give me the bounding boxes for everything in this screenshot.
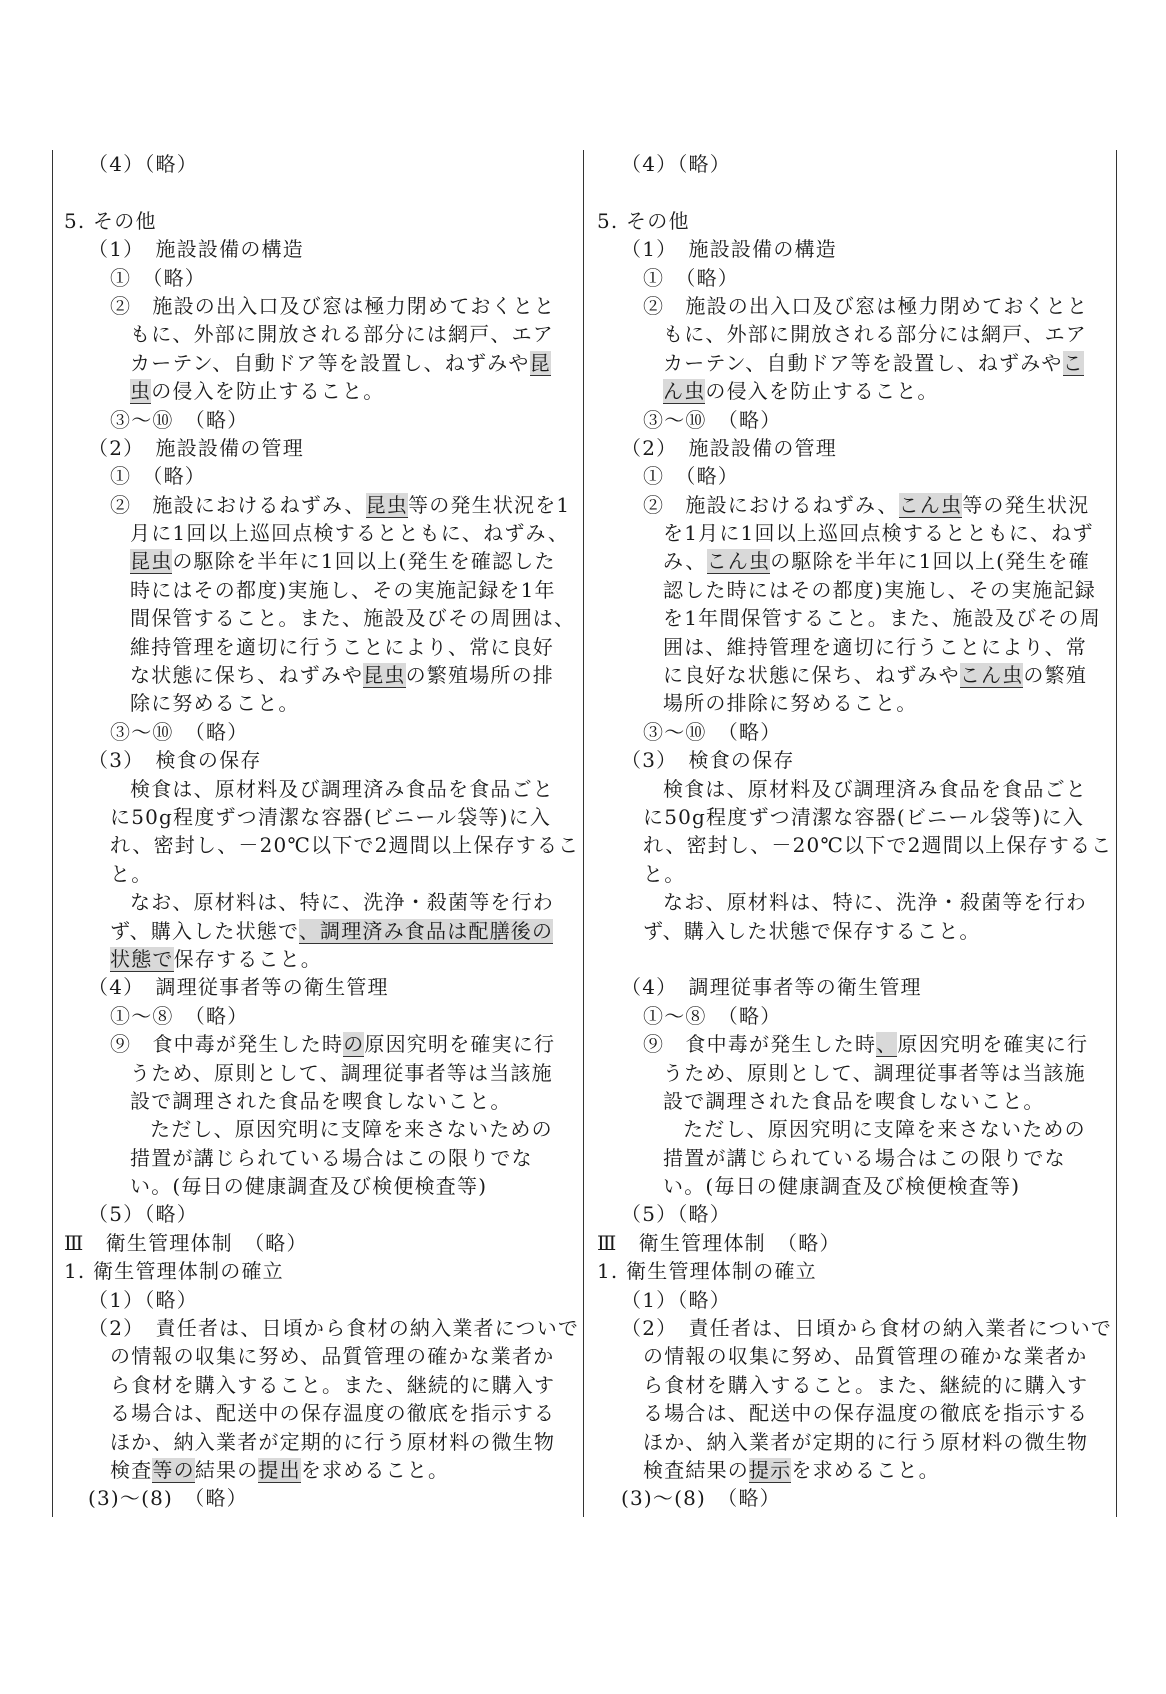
changed-text-highlight: 等の (152, 1457, 195, 1482)
text-segment: 原因究明を確実に行 (897, 1032, 1089, 1057)
text-segment: （5）（略） (88, 1202, 198, 1227)
changed-text-highlight: ん虫 (663, 379, 706, 404)
text-segment: の駆除を半年に1回以上(発生を確 (770, 549, 1090, 574)
changed-text-highlight: 虫 (130, 379, 152, 404)
text-segment: ら食材を購入すること。また、継続的に購入す (110, 1372, 556, 1397)
text-segment: に50g程度ずつ清潔な容器(ビニール袋等)に入 (643, 804, 1085, 829)
text-segment: ① （略） (110, 265, 206, 290)
text-segment: の情報の収集に努め、品質管理の確かな業者か (110, 1344, 555, 1369)
text-line (64, 1087, 574, 1115)
changed-text-highlight: 昆虫 (363, 663, 406, 688)
text-line (597, 1172, 1107, 1200)
text-segment: ① （略） (110, 464, 206, 489)
text-segment: ③～⑩ （略） (643, 719, 782, 744)
text-line (64, 519, 574, 547)
text-line (597, 547, 1107, 575)
text-line (597, 1371, 1107, 1399)
text-segment: 5. その他 (597, 208, 690, 233)
text-segment: ③～⑩ （略） (110, 719, 249, 744)
text-line (64, 491, 574, 519)
text-line (597, 349, 1107, 377)
text-line (64, 1059, 574, 1087)
text-line (64, 1115, 574, 1143)
changed-text-highlight: こん虫 (898, 492, 963, 517)
text-segment: ③～⑩ （略） (110, 407, 249, 432)
text-segment: 結果の (194, 1457, 259, 1482)
text-line (64, 1342, 574, 1370)
changed-text-highlight: こん虫 (959, 663, 1024, 688)
text-segment: カーテン、自動ドア等を設置し、ねずみや (130, 350, 530, 375)
text-segment: （2） 責任者は、日頃から食材の納入業者についで (621, 1316, 1113, 1341)
text-segment: （2） 施設設備の管理 (621, 435, 837, 460)
text-line (64, 973, 574, 1001)
text-line (64, 1314, 580, 1342)
text-segment: カーテン、自動ドア等を設置し、ねずみや (663, 350, 1063, 375)
text-line (597, 604, 1107, 632)
changed-text-highlight: 、 (876, 1032, 898, 1057)
text-segment: なお、原材料は、特に、洗浄・殺菌等を行わ (663, 890, 1087, 915)
column-border-left (52, 150, 53, 1517)
text-line (64, 917, 574, 945)
changed-text-highlight: 、調理済み食品は配膳後の (298, 918, 554, 943)
text-line (64, 1399, 574, 1427)
text-segment: （1）（略） (621, 1287, 731, 1312)
text-line (64, 547, 574, 575)
text-line (64, 888, 574, 916)
text-line (64, 576, 574, 604)
text-line (597, 1314, 1113, 1342)
column-divider (583, 150, 584, 1517)
text-segment: (3)～(8) （略） (88, 1486, 248, 1511)
text-segment: 等の発生状況 (962, 492, 1090, 517)
text-line (597, 718, 1107, 746)
text-line (64, 803, 574, 831)
text-line (597, 519, 1107, 547)
text-line (597, 576, 1107, 604)
text-line (64, 1286, 574, 1314)
text-line (64, 689, 574, 717)
text-segment: 保存すること。 (173, 946, 323, 971)
text-segment: うため、原則として、調理従事者等は当該施 (663, 1060, 1086, 1085)
text-line (597, 178, 1107, 206)
text-line (597, 1144, 1107, 1172)
changed-text-highlight: 昆虫 (130, 549, 173, 574)
text-segment: （5）（略） (621, 1202, 731, 1227)
text-segment: 囲は、維持管理を適切に行うことにより、常 (663, 634, 1087, 659)
text-line (597, 320, 1107, 348)
text-segment: る場合は、配送中の保存温度の徹底を指示する (110, 1401, 556, 1426)
text-line (64, 775, 574, 803)
text-line (64, 264, 574, 292)
text-segment: に良好な状態に保ち、ねずみや (663, 663, 960, 688)
text-segment: なお、原材料は、特に、洗浄・殺菌等を行わ (130, 890, 554, 915)
text-line (64, 1484, 574, 1512)
text-segment: （2） 責任者は、日頃から食材の納入業者についで (88, 1316, 580, 1341)
text-line (597, 235, 1107, 263)
text-segment: ③～⑩ （略） (643, 407, 782, 432)
text-segment: もに、外部に開放される部分には網戸、エア (663, 322, 1087, 347)
text-segment: を1年間保管すること。また、施設及びその周 (663, 606, 1101, 631)
text-segment: ② 施設の出入口及び窓は極力閉めておくとと (643, 293, 1089, 318)
text-line (597, 860, 1107, 888)
text-segment: み、 (663, 549, 707, 574)
text-line (64, 831, 580, 859)
text-segment: 設で調理された食品を喫食しないこと。 (130, 1088, 512, 1113)
text-line (597, 1257, 1107, 1285)
text-segment: （4） 調理従事者等の衛生管理 (88, 975, 389, 1000)
text-line (597, 1087, 1107, 1115)
text-line (64, 661, 574, 689)
text-segment: の侵入を防止すること。 (151, 379, 385, 404)
text-segment: 場所の排除に努めること。 (663, 691, 918, 716)
text-segment: の繁殖 (1023, 663, 1088, 688)
text-segment: 時にはその都度)実施し、その実施記録を1年 (130, 577, 556, 602)
text-segment: Ⅲ 衛生管理体制 （略） (597, 1230, 841, 1255)
text-line (64, 1200, 574, 1228)
text-line (597, 1229, 1107, 1257)
text-segment: を求めること。 (791, 1457, 940, 1482)
text-line (64, 349, 574, 377)
text-line (597, 264, 1107, 292)
text-line (597, 1342, 1107, 1370)
text-line (64, 292, 574, 320)
text-segment: ただし、原因究明に支障を来さないための (683, 1117, 1086, 1142)
text-segment: 等の発生状況を1 (408, 492, 571, 517)
text-line (597, 831, 1113, 859)
text-line (597, 1428, 1107, 1456)
text-line (597, 1030, 1107, 1058)
text-segment: ず、購入した状態で (110, 918, 299, 943)
text-line (64, 406, 574, 434)
text-line (597, 434, 1107, 462)
changed-text-highlight: 昆虫 (365, 492, 409, 517)
text-line (64, 320, 574, 348)
text-line (597, 1002, 1107, 1030)
text-segment: な状態に保ち、ねずみや (130, 663, 364, 688)
text-segment: 設で調理された食品を喫食しないこと。 (663, 1088, 1045, 1113)
text-segment: の侵入を防止すること。 (705, 379, 939, 404)
text-segment: ら食材を購入すること。また、継続的に購入す (643, 1372, 1089, 1397)
text-line (597, 945, 1107, 973)
text-line (597, 1286, 1107, 1314)
text-segment: 措置が講じられている場合はこの限りでな (130, 1145, 533, 1170)
text-line (64, 178, 574, 206)
text-line (64, 207, 574, 235)
text-segment: （3） 検食の保存 (621, 748, 795, 773)
text-segment: ほか、納入業者が定期的に行う原材料の微生物 (110, 1429, 556, 1454)
text-segment: （1）（略） (88, 1287, 198, 1312)
text-line (64, 434, 574, 462)
text-segment: 月に1回以上巡回点検するとともに、ねずみ、 (130, 521, 570, 546)
text-segment: 1. 衛生管理体制の確立 (64, 1259, 284, 1284)
text-line (64, 746, 574, 774)
text-line (597, 803, 1107, 831)
text-segment: 検査結果の (643, 1457, 749, 1482)
changed-text-highlight: 昆 (529, 350, 551, 375)
text-segment: ず、購入した状態で保存すること。 (643, 918, 981, 943)
changed-text-highlight: 状態で (110, 946, 174, 971)
text-segment: 間保管すること。また、施設及びその周囲は、 (130, 606, 576, 631)
text-line (64, 1144, 574, 1172)
text-segment: い。(毎日の健康調査及び検便検査等) (663, 1174, 1021, 1199)
text-segment: ① （略） (643, 265, 739, 290)
text-line (597, 150, 1107, 178)
text-line (64, 1456, 574, 1484)
text-line (597, 1484, 1107, 1512)
text-segment: ② 施設におけるねずみ、 (110, 492, 366, 517)
text-segment: ② 施設の出入口及び窓は極力閉めておくとと (110, 293, 556, 318)
text-segment: る場合は、配送中の保存温度の徹底を指示する (643, 1401, 1089, 1426)
text-line (64, 1172, 574, 1200)
changed-text-highlight: 提出 (258, 1457, 301, 1482)
text-line (597, 689, 1107, 717)
text-segment: （4）（略） (621, 152, 731, 176)
text-line (597, 377, 1107, 405)
current-text-column (597, 150, 1113, 1513)
text-line (597, 1200, 1107, 1228)
text-line (597, 775, 1107, 803)
text-segment: (3)～(8) （略） (621, 1486, 781, 1511)
text-segment: ⑨ 食中毒が発生した時 (110, 1032, 344, 1057)
text-line (64, 1229, 574, 1257)
text-line (597, 1399, 1107, 1427)
text-line (64, 1257, 574, 1285)
changed-text-highlight: こん虫 (706, 549, 771, 574)
text-segment: を求めること。 (300, 1457, 450, 1482)
changed-text-highlight: の (343, 1032, 365, 1057)
text-segment: ⑨ 食中毒が発生した時 (643, 1032, 877, 1057)
changed-text-highlight: こ (1062, 350, 1084, 375)
text-line (64, 377, 574, 405)
text-segment: ほか、納入業者が定期的に行う原材料の微生物 (643, 1429, 1089, 1454)
text-segment: と。 (643, 861, 686, 886)
text-segment: ただし、原因究明に支障を来さないための (150, 1117, 553, 1142)
text-line (597, 888, 1107, 916)
text-line (64, 945, 574, 973)
text-segment: Ⅲ 衛生管理体制 （略） (64, 1230, 308, 1255)
text-line (597, 633, 1107, 661)
text-line (597, 1059, 1107, 1087)
text-segment: 検査 (110, 1457, 153, 1482)
text-segment: （2） 施設設備の管理 (88, 435, 304, 460)
text-segment: ② 施設におけるねずみ、 (643, 492, 899, 517)
text-line (597, 292, 1107, 320)
text-segment: 原因究明を確実に行 (364, 1032, 556, 1057)
text-segment: と。 (110, 861, 153, 886)
text-segment: うため、原則として、調理従事者等は当該施 (130, 1060, 553, 1085)
text-line (597, 462, 1107, 490)
text-segment: ①～⑧ （略） (110, 1003, 249, 1028)
text-segment: 措置が講じられている場合はこの限りでな (663, 1145, 1066, 1170)
text-line (64, 860, 574, 888)
text-line (597, 746, 1107, 774)
text-segment: の繁殖場所の排 (405, 663, 555, 688)
text-segment: 検食は、原材料及び調理済み食品を食品ごと (130, 776, 554, 801)
text-segment: に50g程度ずつ清潔な容器(ビニール袋等)に入 (110, 804, 552, 829)
text-segment: 検食は、原材料及び調理済み食品を食品ごと (663, 776, 1087, 801)
changed-text-highlight: 提示 (749, 1457, 792, 1482)
text-line (64, 1371, 574, 1399)
text-segment: い。(毎日の健康調査及び検便検査等) (130, 1174, 488, 1199)
text-line (597, 491, 1107, 519)
text-segment: （4）（略） (88, 152, 198, 176)
text-segment: （1） 施設設備の構造 (621, 237, 837, 262)
text-segment: （4） 調理従事者等の衛生管理 (621, 975, 922, 1000)
text-segment: （3） 検食の保存 (88, 748, 262, 773)
text-line (597, 406, 1107, 434)
text-segment: の駆除を半年に1回以上(発生を確認した (172, 549, 556, 574)
text-segment: の情報の収集に努め、品質管理の確かな業者か (643, 1344, 1088, 1369)
text-segment: 認した時にはその都度)実施し、その実施記録 (663, 577, 1097, 602)
text-segment: れ、密封し、－20℃以下で2週間以上保存するこ (643, 833, 1113, 858)
column-border-right (1116, 150, 1117, 1517)
text-segment: を1月に1回以上巡回点検するとともに、ねず (663, 521, 1094, 546)
text-line (64, 462, 574, 490)
text-segment: 1. 衛生管理体制の確立 (597, 1259, 817, 1284)
text-segment: 除に努めること。 (130, 691, 300, 716)
text-line (64, 604, 574, 632)
text-line (597, 207, 1107, 235)
text-line (597, 661, 1107, 689)
text-segment: ①～⑧ （略） (643, 1003, 782, 1028)
text-line (64, 1030, 574, 1058)
revised-text-column (64, 150, 580, 1513)
text-line (64, 1002, 574, 1030)
text-segment: れ、密封し、－20℃以下で2週間以上保存するこ (110, 833, 580, 858)
text-segment: もに、外部に開放される部分には網戸、エア (130, 322, 554, 347)
text-line (64, 235, 574, 263)
text-segment: （1） 施設設備の構造 (88, 237, 304, 262)
text-line (64, 150, 574, 178)
text-line (597, 917, 1107, 945)
text-line (64, 1428, 574, 1456)
text-line (64, 718, 574, 746)
text-segment: 5. その他 (64, 208, 157, 233)
text-segment: ① （略） (643, 464, 739, 489)
text-line (597, 1115, 1107, 1143)
text-segment: 維持管理を適切に行うことにより、常に良好 (130, 634, 554, 659)
text-line (597, 1456, 1107, 1484)
text-line (597, 973, 1107, 1001)
text-line (64, 633, 574, 661)
